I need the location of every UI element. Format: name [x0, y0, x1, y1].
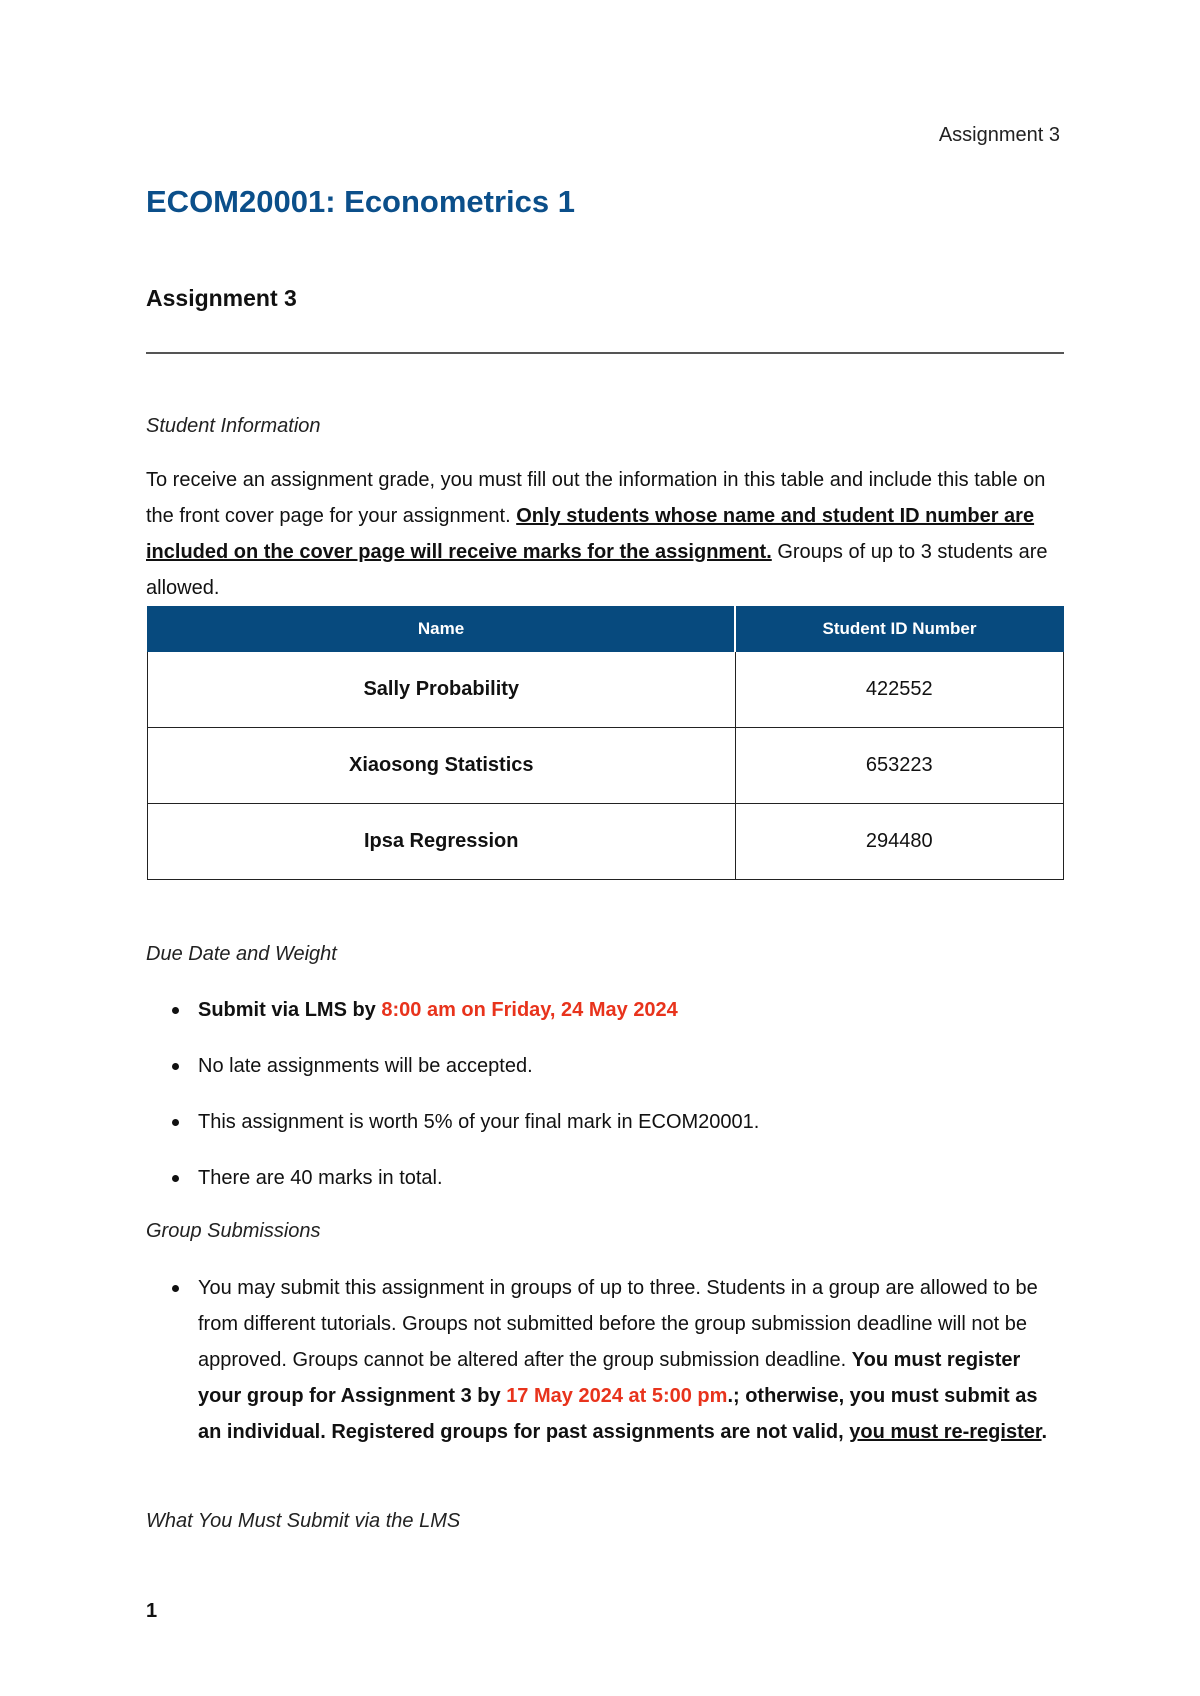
list-item: No late assignments will be accepted.	[146, 1048, 1066, 1084]
what-to-submit-heading: What You Must Submit via the LMS	[146, 1510, 461, 1532]
running-header: Assignment 3	[938, 124, 1060, 146]
table-row	[148, 652, 1064, 728]
list-item: There are 40 marks in total.	[146, 1160, 1066, 1196]
due-list	[146, 992, 1066, 1196]
student-name: Sally Probability	[148, 652, 736, 728]
page-number: 1	[146, 1600, 158, 1622]
group-submissions-heading: Group Submissions	[146, 1220, 321, 1242]
student-name: Ipsa Regression	[148, 804, 736, 880]
student-name: Xiaosong Statistics	[148, 728, 736, 804]
bullet-icon	[172, 1007, 179, 1014]
header-name: Name	[148, 607, 736, 652]
student-info-paragraph	[146, 462, 1062, 606]
header-id: Student ID Number	[735, 607, 1064, 652]
list-item: You may submit this assignment in groups of up to three. Students in a group are allowed to be from different tutorials. Groups not submitted before the group submission deadline will not be approved. Groups cannot be altered after the group submission deadline. You must register your group for Assignment 3 by 17 May 2024 at 5:00 pm.; otherwise, you must submit as an individual. Registered groups for past assignments are not valid, you must re-register.	[146, 1270, 1066, 1450]
reregister-emphasis: you must re-register	[849, 1421, 1042, 1443]
due-date-heading: Due Date and Weight	[146, 943, 337, 965]
list-item: This assignment is worth 5% of your final mark in ECOM20001.	[146, 1104, 1066, 1140]
bullet-icon	[172, 1285, 179, 1292]
register-deadline: 17 May 2024 at 5:00 pm	[506, 1385, 728, 1407]
bullet-icon	[172, 1063, 179, 1070]
table-header-row	[148, 607, 1064, 652]
bullet-icon	[172, 1175, 179, 1182]
student-id: 422552	[735, 652, 1064, 728]
student-info-heading: Student Information	[146, 415, 321, 437]
group-list	[146, 1270, 1066, 1450]
table-row	[148, 804, 1064, 880]
list-item: Submit via LMS by 8:00 am on Friday, 24 May 2024	[146, 992, 1066, 1028]
course-title: ECOM20001: Econometrics 1	[146, 184, 576, 219]
student-table	[147, 606, 1064, 880]
submit-deadline: 8:00 am on Friday, 24 May 2024	[381, 999, 678, 1021]
horizontal-rule	[146, 352, 1064, 354]
student-id: 294480	[735, 804, 1064, 880]
bullet-icon	[172, 1119, 179, 1126]
table-row	[148, 728, 1064, 804]
student-id: 653223	[735, 728, 1064, 804]
assignment-title: Assignment 3	[146, 285, 297, 311]
intro-text-end: Groups of up to 3 students are allowed.	[146, 541, 1048, 599]
intro-text: To receive an assignment grade, you must fill out the information in this table and include this table on the front cover page for your assignment.	[146, 469, 1046, 527]
intro-emphasis: Only students whose name and student ID number are included on the cover page will receive marks for the assignment.	[146, 505, 1035, 563]
